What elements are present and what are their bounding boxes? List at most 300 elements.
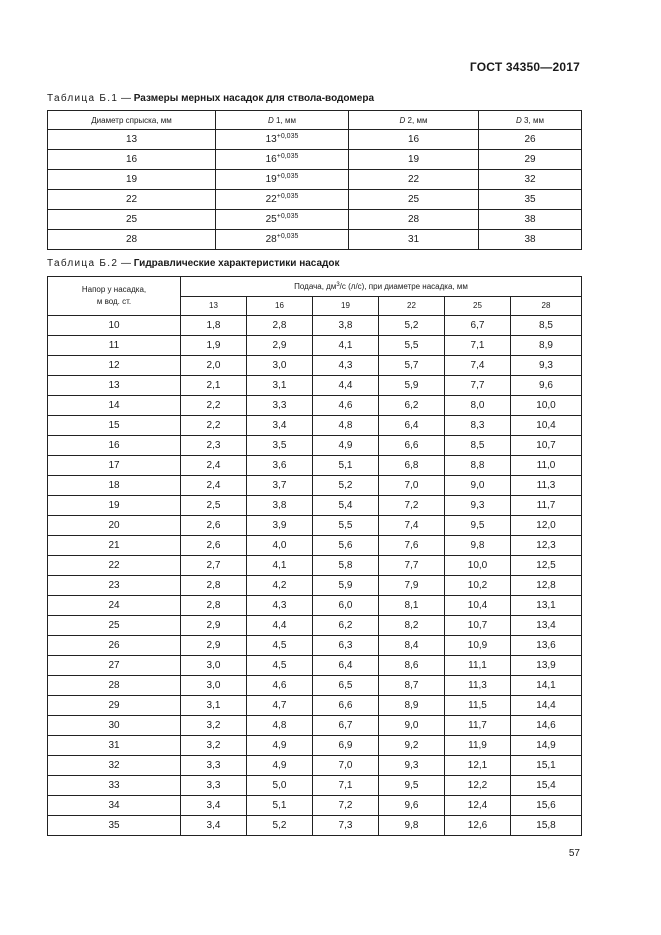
flow-value-cell: 2,2 bbox=[181, 396, 247, 416]
flow-value-cell: 8,5 bbox=[511, 316, 582, 336]
flow-value-cell: 12,4 bbox=[445, 796, 511, 816]
flow-value-cell: 10,9 bbox=[445, 636, 511, 656]
flow-value-cell: 2,9 bbox=[181, 616, 247, 636]
flow-value-cell: 12,0 bbox=[511, 516, 582, 536]
cell-value: 19 bbox=[265, 174, 277, 185]
flow-value-cell: 6,4 bbox=[313, 656, 379, 676]
head-value-cell: 17 bbox=[48, 456, 181, 476]
flow-value-cell: 4,9 bbox=[247, 736, 313, 756]
flow-value-cell: 2,8 bbox=[181, 596, 247, 616]
table1-caption-dash: — bbox=[118, 93, 134, 104]
flow-value-cell: 4,6 bbox=[313, 396, 379, 416]
table1-caption-lead: Таблица Б.1 bbox=[47, 93, 119, 104]
flow-value-cell: 3,9 bbox=[247, 516, 313, 536]
cell-value: 28 bbox=[265, 234, 277, 245]
cell-value: 19 bbox=[407, 154, 420, 165]
cell-value: 13 bbox=[125, 134, 138, 145]
cell-value: 25 bbox=[125, 214, 138, 225]
flow-value-cell: 3,3 bbox=[181, 756, 247, 776]
table-row bbox=[48, 556, 582, 576]
table-cell bbox=[349, 130, 479, 150]
flow-value-cell: 11,7 bbox=[511, 496, 582, 516]
flow-value-cell: 4,2 bbox=[247, 576, 313, 596]
head-value-cell: 31 bbox=[48, 736, 181, 756]
flow-value-cell: 7,9 bbox=[379, 576, 445, 596]
flow-value-cell: 12,3 bbox=[511, 536, 582, 556]
flow-value-cell: 2,9 bbox=[247, 336, 313, 356]
head-value-cell: 30 bbox=[48, 716, 181, 736]
table-cell bbox=[349, 230, 479, 250]
flow-value-cell: 7,2 bbox=[313, 796, 379, 816]
standard-code: ГОСТ 34350—2017 bbox=[469, 60, 580, 74]
flow-value-cell: 10,4 bbox=[511, 416, 582, 436]
flow-value-cell: 12,1 bbox=[445, 756, 511, 776]
flow-value-cell: 5,6 bbox=[313, 536, 379, 556]
flow-value-cell: 8,9 bbox=[511, 336, 582, 356]
flow-value-cell: 4,5 bbox=[247, 636, 313, 656]
head-value-cell: 29 bbox=[48, 696, 181, 716]
table-row bbox=[48, 696, 582, 716]
cell-value: 16 bbox=[265, 154, 277, 165]
flow-value-cell: 14,1 bbox=[511, 676, 582, 696]
flow-value-cell: 6,8 bbox=[379, 456, 445, 476]
table-row bbox=[48, 756, 582, 776]
flow-value-cell: 13,9 bbox=[511, 656, 582, 676]
head-value-cell: 23 bbox=[48, 576, 181, 596]
flow-value-cell: 7,7 bbox=[379, 556, 445, 576]
table2-caption bbox=[47, 258, 340, 269]
flow-value-cell: 3,0 bbox=[181, 676, 247, 696]
table2-caption-dash: — bbox=[118, 258, 134, 269]
head-value-cell: 15 bbox=[48, 416, 181, 436]
flow-value-cell: 4,9 bbox=[247, 756, 313, 776]
table1-header-d2 bbox=[349, 111, 479, 130]
head-value-cell: 34 bbox=[48, 796, 181, 816]
table-row bbox=[48, 396, 582, 416]
table2-header-flow bbox=[181, 277, 582, 297]
flow-value-cell: 8,6 bbox=[379, 656, 445, 676]
table-row bbox=[48, 636, 582, 656]
table-cell bbox=[216, 130, 349, 150]
flow-value-cell: 2,6 bbox=[181, 536, 247, 556]
flow-value-cell: 2,0 bbox=[181, 356, 247, 376]
hydraulic-characteristics-table bbox=[47, 276, 582, 836]
table1-header-row bbox=[48, 111, 582, 130]
table1-header-d3-symbol: D bbox=[516, 115, 522, 125]
flow-value-cell: 9,3 bbox=[379, 756, 445, 776]
flow-value-cell: 4,7 bbox=[247, 696, 313, 716]
flow-value-cell: 4,4 bbox=[313, 376, 379, 396]
cell-value: 38 bbox=[524, 214, 536, 225]
flow-value-cell: 7,2 bbox=[379, 496, 445, 516]
flow-value-cell: 6,4 bbox=[379, 416, 445, 436]
head-value-cell: 11 bbox=[48, 336, 181, 356]
flow-value-cell: 4,3 bbox=[247, 596, 313, 616]
head-value-cell: 14 bbox=[48, 396, 181, 416]
flow-value-cell: 8,3 bbox=[445, 416, 511, 436]
cell-value: 16 bbox=[407, 134, 420, 145]
head-value-cell: 24 bbox=[48, 596, 181, 616]
flow-value-cell: 3,7 bbox=[247, 476, 313, 496]
flow-value-cell: 11,0 bbox=[511, 456, 582, 476]
head-value-cell: 10 bbox=[48, 316, 181, 336]
flow-value-cell: 2,6 bbox=[181, 516, 247, 536]
flow-value-cell: 14,4 bbox=[511, 696, 582, 716]
table2-header-flow-pre: Подача, дм bbox=[294, 281, 337, 291]
table2-header-head-line2: м вод. ст. bbox=[96, 297, 132, 306]
table-row bbox=[48, 230, 582, 250]
flow-value-cell: 12,2 bbox=[445, 776, 511, 796]
flow-value-cell: 4,3 bbox=[313, 356, 379, 376]
table-row bbox=[48, 536, 582, 556]
nozzle-dimensions-table bbox=[47, 110, 582, 250]
flow-value-cell: 7,1 bbox=[445, 336, 511, 356]
flow-value-cell: 3,4 bbox=[247, 416, 313, 436]
table-row bbox=[48, 190, 582, 210]
table2-header-row bbox=[48, 277, 582, 297]
flow-value-cell: 7,1 bbox=[313, 776, 379, 796]
flow-value-cell: 4,1 bbox=[313, 336, 379, 356]
tolerance-superscript: +0,035 bbox=[276, 213, 299, 220]
table-cell bbox=[48, 130, 216, 150]
table-cell bbox=[349, 190, 479, 210]
flow-value-cell: 14,9 bbox=[511, 736, 582, 756]
flow-value-cell: 5,9 bbox=[379, 376, 445, 396]
flow-value-cell: 9,8 bbox=[379, 816, 445, 836]
flow-value-cell: 2,7 bbox=[181, 556, 247, 576]
flow-value-cell: 3,1 bbox=[181, 696, 247, 716]
table2-diameter-25: 25 bbox=[445, 296, 511, 316]
flow-value-cell: 9,0 bbox=[379, 716, 445, 736]
page-number: 57 bbox=[568, 848, 580, 859]
table1-header-d2-unit: 2, мм bbox=[405, 115, 428, 125]
cell-value: 32 bbox=[524, 174, 536, 185]
flow-value-cell: 9,5 bbox=[445, 516, 511, 536]
table-row bbox=[48, 130, 582, 150]
flow-value-cell: 6,7 bbox=[445, 316, 511, 336]
flow-value-cell: 3,6 bbox=[247, 456, 313, 476]
flow-value-cell: 7,3 bbox=[313, 816, 379, 836]
flow-value-cell: 5,5 bbox=[379, 336, 445, 356]
cell-value: 25 bbox=[265, 214, 277, 225]
flow-value-cell: 6,0 bbox=[313, 596, 379, 616]
flow-value-cell: 6,5 bbox=[313, 676, 379, 696]
table-row bbox=[48, 516, 582, 536]
flow-value-cell: 5,9 bbox=[313, 576, 379, 596]
flow-value-cell: 6,7 bbox=[313, 716, 379, 736]
flow-value-cell: 5,1 bbox=[313, 456, 379, 476]
flow-value-cell: 9,3 bbox=[445, 496, 511, 516]
table2-caption-title: Гидравлические характеристики насадок bbox=[133, 258, 340, 269]
head-value-cell: 35 bbox=[48, 816, 181, 836]
table1-header-d3-unit: 3, мм bbox=[521, 115, 544, 125]
flow-value-cell: 1,8 bbox=[181, 316, 247, 336]
tolerance-superscript: +0,035 bbox=[276, 173, 299, 180]
flow-value-cell: 5,8 bbox=[313, 556, 379, 576]
table-row bbox=[48, 656, 582, 676]
flow-value-cell: 11,9 bbox=[445, 736, 511, 756]
flow-value-cell: 13,4 bbox=[511, 616, 582, 636]
flow-value-cell: 10,0 bbox=[445, 556, 511, 576]
head-value-cell: 20 bbox=[48, 516, 181, 536]
flow-value-cell: 3,0 bbox=[181, 656, 247, 676]
flow-value-cell: 12,5 bbox=[511, 556, 582, 576]
flow-value-cell: 4,8 bbox=[313, 416, 379, 436]
flow-value-cell: 9,8 bbox=[445, 536, 511, 556]
flow-value-cell: 5,2 bbox=[379, 316, 445, 336]
flow-value-cell: 10,2 bbox=[445, 576, 511, 596]
flow-value-cell: 12,8 bbox=[511, 576, 582, 596]
flow-value-cell: 8,8 bbox=[445, 456, 511, 476]
flow-value-cell: 10,4 bbox=[445, 596, 511, 616]
flow-value-cell: 7,4 bbox=[445, 356, 511, 376]
flow-value-cell: 2,1 bbox=[181, 376, 247, 396]
cell-value: 31 bbox=[407, 234, 420, 245]
head-value-cell: 19 bbox=[48, 496, 181, 516]
table-cell bbox=[48, 190, 216, 210]
cell-value: 28 bbox=[125, 234, 138, 245]
flow-value-cell: 9,6 bbox=[511, 376, 582, 396]
flow-value-cell: 4,1 bbox=[247, 556, 313, 576]
table-row bbox=[48, 576, 582, 596]
flow-value-cell: 5,1 bbox=[247, 796, 313, 816]
head-value-cell: 27 bbox=[48, 656, 181, 676]
table-cell bbox=[349, 150, 479, 170]
table-row bbox=[48, 816, 582, 836]
table1-header-d2-symbol: D bbox=[399, 115, 406, 125]
flow-value-cell: 13,1 bbox=[511, 596, 582, 616]
flow-value-cell: 7,0 bbox=[313, 756, 379, 776]
flow-value-cell: 14,6 bbox=[511, 716, 582, 736]
table-cell bbox=[479, 150, 582, 170]
tolerance-superscript: +0,035 bbox=[276, 193, 299, 200]
cell-value: 22 bbox=[125, 194, 138, 205]
flow-value-cell: 9,5 bbox=[379, 776, 445, 796]
flow-value-cell: 3,5 bbox=[247, 436, 313, 456]
flow-value-cell: 8,2 bbox=[379, 616, 445, 636]
flow-value-cell: 5,7 bbox=[379, 356, 445, 376]
table-cell bbox=[216, 190, 349, 210]
flow-value-cell: 15,1 bbox=[511, 756, 582, 776]
table2-header-head-pressure bbox=[48, 277, 181, 316]
flow-value-cell: 3,4 bbox=[181, 816, 247, 836]
flow-value-cell: 6,9 bbox=[313, 736, 379, 756]
table1-header-d1 bbox=[216, 111, 349, 130]
flow-value-cell: 2,8 bbox=[181, 576, 247, 596]
cell-value: 35 bbox=[524, 194, 536, 205]
table2-caption-lead: Таблица Б.2 bbox=[47, 258, 119, 269]
cell-value: 29 bbox=[524, 154, 536, 165]
table-cell bbox=[48, 210, 216, 230]
flow-value-cell: 3,8 bbox=[247, 496, 313, 516]
table-cell bbox=[216, 150, 349, 170]
flow-value-cell: 15,8 bbox=[511, 816, 582, 836]
flow-value-cell: 3,2 bbox=[181, 736, 247, 756]
table2-diameter-13: 13 bbox=[181, 296, 247, 316]
table-row bbox=[48, 356, 582, 376]
head-value-cell: 22 bbox=[48, 556, 181, 576]
flow-value-cell: 15,6 bbox=[511, 796, 582, 816]
table1-body bbox=[48, 130, 582, 250]
table-cell bbox=[48, 230, 216, 250]
flow-value-cell: 15,4 bbox=[511, 776, 582, 796]
head-value-cell: 12 bbox=[48, 356, 181, 376]
table-row bbox=[48, 596, 582, 616]
flow-value-cell: 13,6 bbox=[511, 636, 582, 656]
flow-value-cell: 2,4 bbox=[181, 476, 247, 496]
flow-value-cell: 8,9 bbox=[379, 696, 445, 716]
flow-value-cell: 4,4 bbox=[247, 616, 313, 636]
flow-value-cell: 2,8 bbox=[247, 316, 313, 336]
table-row bbox=[48, 210, 582, 230]
flow-value-cell: 4,5 bbox=[247, 656, 313, 676]
table2-diameter-28: 28 bbox=[511, 296, 582, 316]
tolerance-superscript: +0,035 bbox=[276, 153, 299, 160]
table-row bbox=[48, 616, 582, 636]
table-cell bbox=[479, 210, 582, 230]
head-value-cell: 28 bbox=[48, 676, 181, 696]
flow-value-cell: 4,9 bbox=[313, 436, 379, 456]
table-row bbox=[48, 676, 582, 696]
flow-value-cell: 11,3 bbox=[445, 676, 511, 696]
head-value-cell: 18 bbox=[48, 476, 181, 496]
table-row bbox=[48, 476, 582, 496]
head-value-cell: 26 bbox=[48, 636, 181, 656]
table2-diameter-16: 16 bbox=[247, 296, 313, 316]
flow-value-cell: 6,3 bbox=[313, 636, 379, 656]
flow-value-cell: 5,2 bbox=[247, 816, 313, 836]
flow-value-cell: 3,4 bbox=[181, 796, 247, 816]
flow-value-cell: 9,2 bbox=[379, 736, 445, 756]
head-value-cell: 25 bbox=[48, 616, 181, 636]
flow-value-cell: 12,6 bbox=[445, 816, 511, 836]
cell-value: 22 bbox=[407, 174, 420, 185]
flow-value-cell: 3,3 bbox=[181, 776, 247, 796]
flow-value-cell: 7,0 bbox=[379, 476, 445, 496]
flow-value-cell: 11,5 bbox=[445, 696, 511, 716]
flow-value-cell: 7,6 bbox=[379, 536, 445, 556]
table-cell bbox=[479, 130, 582, 150]
flow-value-cell: 2,2 bbox=[181, 416, 247, 436]
cell-value: 26 bbox=[524, 134, 536, 145]
cell-value: 25 bbox=[407, 194, 420, 205]
flow-value-cell: 9,0 bbox=[445, 476, 511, 496]
table-row bbox=[48, 416, 582, 436]
flow-value-cell: 10,0 bbox=[511, 396, 582, 416]
tolerance-superscript: +0,035 bbox=[276, 133, 299, 140]
table1-header-d3 bbox=[479, 111, 582, 130]
cell-value: 13 bbox=[265, 134, 277, 145]
table2-header-flow-post: /с (л/с), при диаметре насадка, мм bbox=[339, 281, 468, 291]
table-row bbox=[48, 456, 582, 476]
flow-value-cell: 2,4 bbox=[181, 456, 247, 476]
flow-value-cell: 3,3 bbox=[247, 396, 313, 416]
flow-value-cell: 10,7 bbox=[511, 436, 582, 456]
table-cell bbox=[216, 170, 349, 190]
table-row bbox=[48, 336, 582, 356]
flow-value-cell: 4,8 bbox=[247, 716, 313, 736]
table-row bbox=[48, 150, 582, 170]
cell-value: 19 bbox=[125, 174, 138, 185]
table-row bbox=[48, 496, 582, 516]
table-cell bbox=[216, 210, 349, 230]
flow-value-cell: 5,2 bbox=[313, 476, 379, 496]
tolerance-superscript: +0,035 bbox=[276, 233, 299, 240]
table-cell bbox=[349, 210, 479, 230]
flow-value-cell: 6,2 bbox=[313, 616, 379, 636]
table-cell bbox=[48, 170, 216, 190]
flow-value-cell: 8,1 bbox=[379, 596, 445, 616]
table2-body bbox=[48, 316, 582, 836]
cell-value: 22 bbox=[265, 194, 277, 205]
table1-caption-title: Размеры мерных насадок для ствола-водомера bbox=[133, 93, 375, 104]
flow-value-cell: 11,1 bbox=[445, 656, 511, 676]
head-value-cell: 32 bbox=[48, 756, 181, 776]
flow-value-cell: 6,6 bbox=[313, 696, 379, 716]
table2-diameter-22: 22 bbox=[379, 296, 445, 316]
table2-header-flow-sup: 3 bbox=[336, 281, 340, 288]
cell-value: 28 bbox=[407, 214, 420, 225]
table1-header-d1-unit: 1, мм bbox=[273, 115, 296, 125]
flow-value-cell: 11,7 bbox=[445, 716, 511, 736]
head-value-cell: 21 bbox=[48, 536, 181, 556]
flow-value-cell: 9,3 bbox=[511, 356, 582, 376]
table-cell bbox=[349, 170, 479, 190]
head-value-cell: 16 bbox=[48, 436, 181, 456]
table-cell bbox=[48, 150, 216, 170]
flow-value-cell: 3,1 bbox=[247, 376, 313, 396]
flow-value-cell: 3,2 bbox=[181, 716, 247, 736]
flow-value-cell: 8,0 bbox=[445, 396, 511, 416]
flow-value-cell: 9,6 bbox=[379, 796, 445, 816]
flow-value-cell: 2,9 bbox=[181, 636, 247, 656]
flow-value-cell: 2,3 bbox=[181, 436, 247, 456]
table1-caption bbox=[47, 93, 374, 104]
flow-value-cell: 4,6 bbox=[247, 676, 313, 696]
table-cell bbox=[479, 230, 582, 250]
flow-value-cell: 11,3 bbox=[511, 476, 582, 496]
flow-value-cell: 7,7 bbox=[445, 376, 511, 396]
flow-value-cell: 5,4 bbox=[313, 496, 379, 516]
table-row bbox=[48, 776, 582, 796]
table-row bbox=[48, 796, 582, 816]
head-value-cell: 33 bbox=[48, 776, 181, 796]
head-value-cell: 13 bbox=[48, 376, 181, 396]
flow-value-cell: 3,0 bbox=[247, 356, 313, 376]
flow-value-cell: 8,5 bbox=[445, 436, 511, 456]
table-row bbox=[48, 736, 582, 756]
flow-value-cell: 2,5 bbox=[181, 496, 247, 516]
table-row bbox=[48, 316, 582, 336]
table-cell bbox=[479, 190, 582, 210]
flow-value-cell: 8,7 bbox=[379, 676, 445, 696]
table-cell bbox=[216, 230, 349, 250]
flow-value-cell: 5,0 bbox=[247, 776, 313, 796]
table1-header-d1-symbol: D bbox=[268, 115, 274, 125]
flow-value-cell: 6,2 bbox=[379, 396, 445, 416]
flow-value-cell: 4,0 bbox=[247, 536, 313, 556]
flow-value-cell: 6,6 bbox=[379, 436, 445, 456]
flow-value-cell: 10,7 bbox=[445, 616, 511, 636]
flow-value-cell: 5,5 bbox=[313, 516, 379, 536]
flow-value-cell: 1,9 bbox=[181, 336, 247, 356]
table-row bbox=[48, 436, 582, 456]
table2-diameter-19: 19 bbox=[313, 296, 379, 316]
table1-header-spray-diameter: Диаметр спрыска, мм bbox=[48, 111, 216, 130]
table-row bbox=[48, 376, 582, 396]
cell-value: 16 bbox=[125, 154, 138, 165]
table-cell bbox=[479, 170, 582, 190]
